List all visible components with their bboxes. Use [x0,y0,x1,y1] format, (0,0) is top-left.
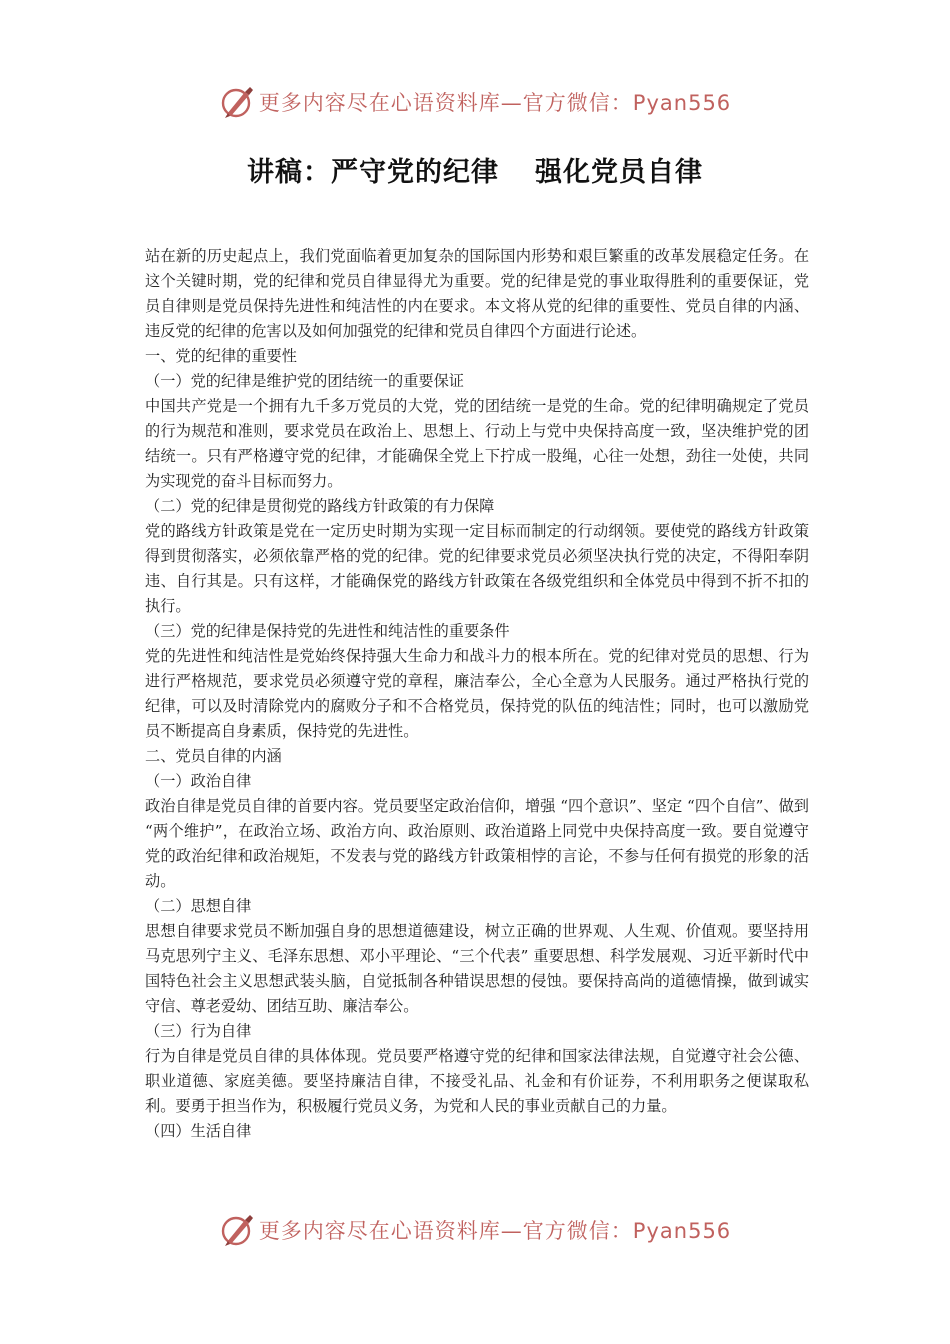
pen-logo-icon [219,1212,255,1248]
banner-text: 更多内容尽在心语资料库—官方微信：Pyan556 [258,1219,732,1243]
pen-logo-icon [219,84,255,120]
document-body [145,244,809,1144]
paragraph: 行为自律是党员自律的具体体现。党员要严格遵守党的纪律和国家法律法规，自觉遵守社会公德、职业道德、家庭美德。要坚持廉洁自律，不接受礼品、礼金和有价证券，不利用职务之便谋取私利。要勇于担当作为，积极履行党员义务，为党和人民的事业贡献自己的力量。 [145,1047,809,1115]
banner-text: 更多内容尽在心语资料库—官方微信：Pyan556 [258,91,732,115]
subsection-heading: （二）党的纪律是贯彻党的路线方针政策的有力保障 [145,497,495,515]
paragraph: 政治自律是党员自律的首要内容。党员要坚定政治信仰，增强 “四个意识”、坚定 “四个自信”、做到 “两个维护”，在政治立场、政治方向、政治原则、政治道路上同党中央保持高度一致。要自觉遵守党的政治纪律和政治规矩，不发表与党的路线方针政策相悖的言论，不参与任何有损党的形象的活动。 [145,797,809,890]
paragraph: 党的路线方针政策是党在一定历史时期为实现一定目标而制定的行动纲领。要使党的路线方针政策得到贯彻落实，必须依靠严格的党的纪律。党的纪律要求党员必须坚决执行党的决定，不得阳奉阴违、自行其是。只有这样，才能确保党的路线方针政策在各级党组织和全体党员中得到不折不扣的执行。 [145,522,809,615]
title-part-2: 强化党员自律 [535,157,703,188]
footer-watermark-banner [0,1210,950,1250]
subsection-heading: （一）党的纪律是维护党的团结统一的重要保证 [145,372,464,390]
paragraph: 党的先进性和纯洁性是党始终保持强大生命力和战斗力的根本所在。党的纪律对党员的思想、行为进行严格规范，要求党员必须遵守党的章程，廉洁奉公，全心全意为人民服务。通过严格执行党的纪律，可以及时清除党内的腐败分子和不合格党员，保持党的队伍的纯洁性；同时，也可以激励党员不断提高自身素质，保持党的先进性。 [145,647,809,740]
document-title [0,150,950,189]
header-watermark-banner [0,82,950,122]
subsection-heading: （四）生活自律 [145,1122,252,1140]
subsection-heading: （二）思想自律 [145,897,252,915]
paragraph: 思想自律要求党员不断加强自身的思想道德建设，树立正确的世界观、人生观、价值观。要坚持用马克思列宁主义、毛泽东思想、邓小平理论、“三个代表” 重要思想、科学发展观、习近平新时代中国特色社会主义思想武装头脑，自觉抵制各种错误思想的侵蚀。要保持高尚的道德情操，做到诚实守信、尊老爱幼、团结互助、廉洁奉公。 [145,922,809,1015]
subsection-heading: （一）政治自律 [145,772,252,790]
section-heading: 二、党员自律的内涵 [145,747,282,765]
paragraph-intro: 站在新的历史起点上，我们党面临着更加复杂的国际国内形势和艰巨繁重的改革发展稳定任务。在这个关键时期，党的纪律和党员自律显得尤为重要。党的纪律是党的事业取得胜利的重要保证，党员自律则是党员保持先进性和纯洁性的内在要求。本文将从党的纪律的重要性、党员自律的内涵、违反党的纪律的危害以及如何加强党的纪律和党员自律四个方面进行论述。 [145,247,809,340]
paragraph: 中国共产党是一个拥有九千多万党员的大党，党的团结统一是党的生命。党的纪律明确规定了党员的行为规范和准则，要求党员在政治上、思想上、行动上与党中央保持高度一致，坚决维护党的团结统一。只有严格遵守党的纪律，才能确保全党上下拧成一股绳，心往一处想，劲往一处使，共同为实现党的奋斗目标而努力。 [145,397,809,490]
section-heading: 一、党的纪律的重要性 [145,347,297,365]
subsection-heading: （三）党的纪律是保持党的先进性和纯洁性的重要条件 [145,622,510,640]
title-part-1: 讲稿：严守党的纪律 [247,157,499,188]
subsection-heading: （三）行为自律 [145,1022,252,1040]
